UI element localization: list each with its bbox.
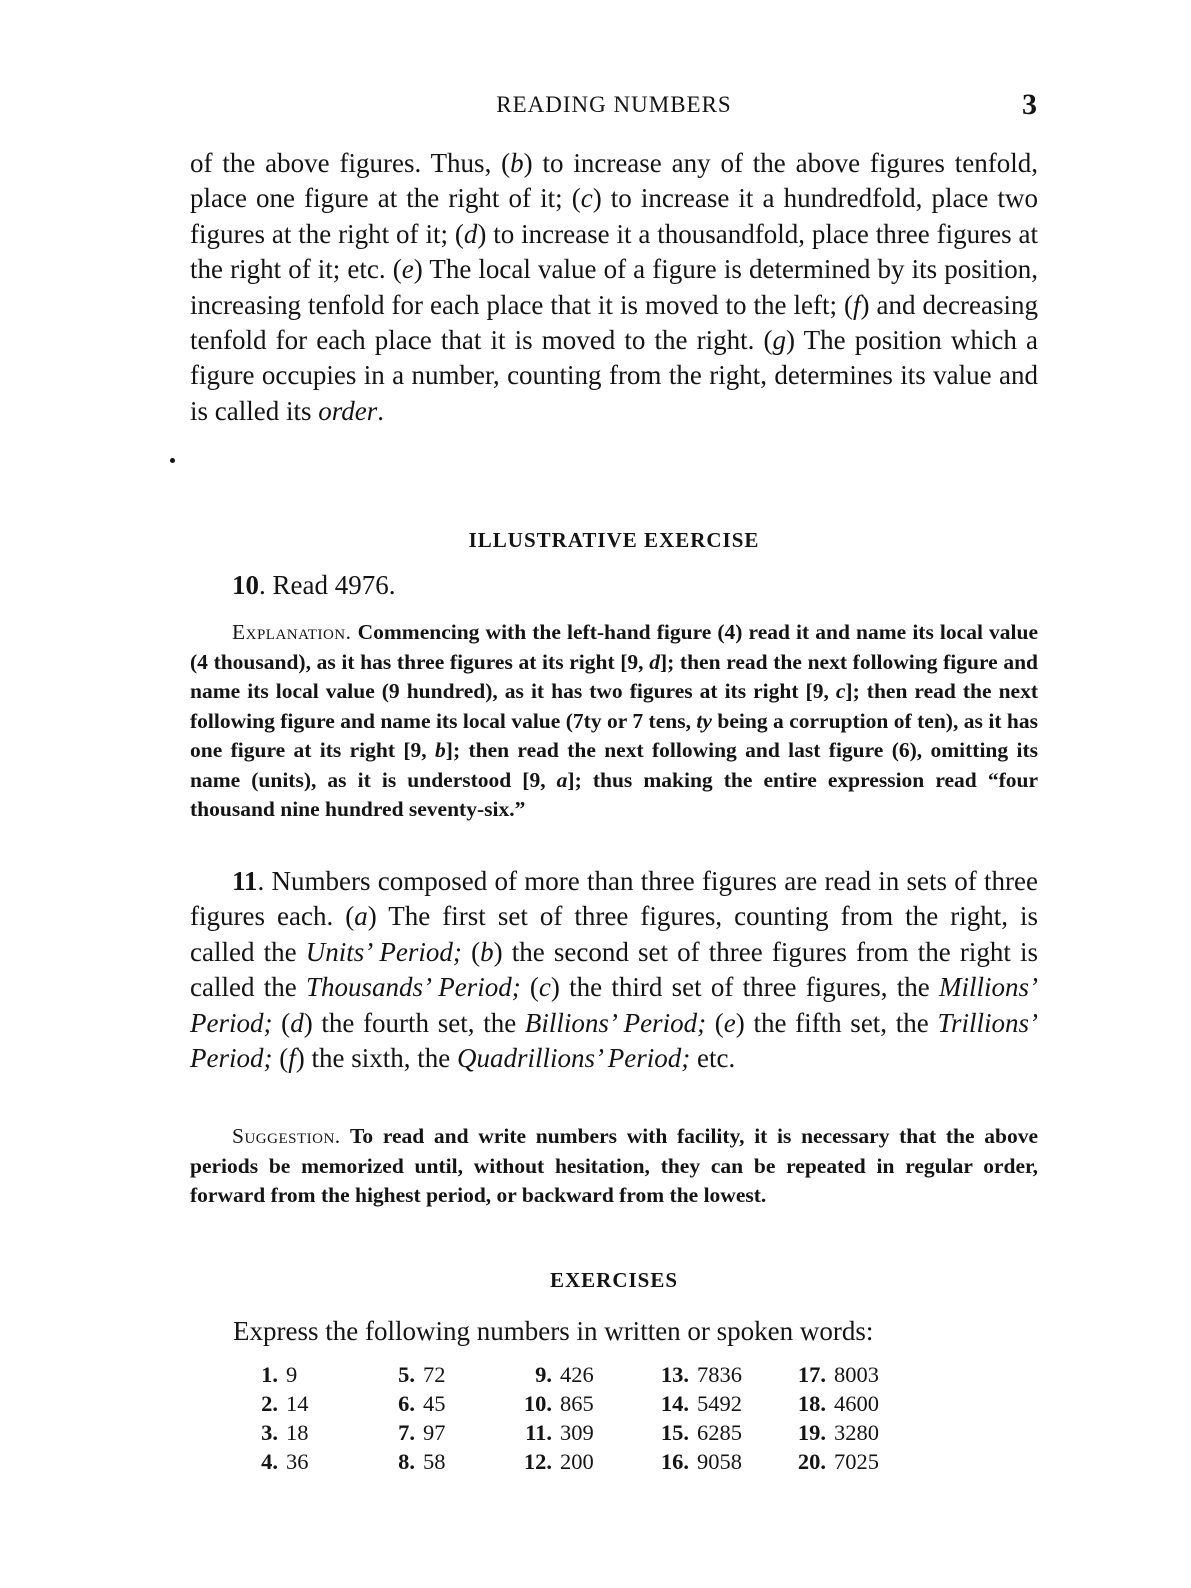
exercise-number: 2. [261, 1390, 278, 1416]
exercise-number: 1. [261, 1361, 278, 1387]
paragraph-continued: of the above figures. Thus, (b) to increase any of the above figures tenfold, place one figure at the right of it; (c) to increase it a hundredfold, place two figures at the right of it; (d) to increase it a thousandfold, place three figures at the right of it; etc. (e) The local value of a figure is determined by its position, increasing tenfold for each place that it is moved to the left; (f) and decreasing tenfold for each place that it is moved to the right. (g) The position which a figure occupies in a number, counting from the right, determines its value and is called its order. [190, 148, 1039, 426]
exercise-number: 12. [523, 1448, 552, 1474]
exercise-row [233, 1360, 879, 1389]
exercise-value: 5492 [697, 1390, 742, 1416]
exercise-value: 865 [560, 1390, 594, 1416]
exercise-number: 10. [523, 1390, 552, 1416]
exercise-number: 20. [797, 1448, 826, 1474]
running-head [190, 88, 1038, 124]
exercise-value: 9 [286, 1361, 298, 1387]
exercise-number: 14. [660, 1390, 689, 1416]
exercises-heading: EXERCISES [549, 1268, 679, 1292]
exercise-value: 45 [423, 1390, 446, 1416]
exercise-number: 9. [535, 1361, 552, 1387]
exercise-number: 18. [797, 1390, 826, 1416]
suggestion-paragraph: Suggestion. To read and write numbers with facility, it is necessary that the above periods be memorized until, without hesitation, they can be repeated in regular order, forward from the highest period, or backward from the lowest. [190, 1124, 1038, 1207]
exercise-number: 17. [797, 1361, 826, 1387]
exercise-number: 19. [797, 1419, 826, 1445]
page-number: 3 [1022, 88, 1038, 121]
exercise-10: 10. Read 4976. [232, 570, 396, 600]
exercise-value: 200 [560, 1448, 594, 1474]
exercise-value: 4600 [834, 1390, 879, 1416]
exercise-value: 58 [423, 1448, 446, 1474]
explanation-paragraph: Explanation. Commencing with the left-hand figure (4) read it and name its local value (4 thousand), as it has three figures at its right [9, d]; then read the next following figure and name its local value (9 hundred), as it has two figures at its right [9, c]; then read the next following figure and name its local value (7ty or 7 tens, ty being a corruption of ten), as it has one figure at its right [9, b]; then read the next following and last figure (6), omitting its name (units), as it is understood [9, a]; thus making the entire expression read “four thousand nine hundred seventy-six.” [190, 620, 1039, 821]
exercise-number: 13. [660, 1361, 689, 1387]
exercise-number: 15. [660, 1419, 689, 1445]
exercise-instruction: Express the following numbers in written or spoken words: [233, 1316, 874, 1346]
exercise-value: 14 [286, 1390, 309, 1416]
exercise-value: 309 [560, 1419, 594, 1445]
print-speck [170, 458, 175, 463]
exercise-row [233, 1418, 879, 1447]
exercise-value: 7836 [697, 1361, 742, 1387]
paragraph-11: 11. Numbers composed of more than three figures are read in sets of three figures each. (a) The first set of three figures, counting from the right, is called the Units’ Period; (b) the second set of three figures from the right is called the Thousands’ Period; (c) the third set of three figures, the Millions’ Period; (d) the fourth set, the Billions’ Period; (e) the fifth set, the Trillions’ Period; (f) the sixth, the Quadrillions’ Period; etc. [190, 866, 1039, 1074]
exercise-value: 36 [286, 1448, 309, 1474]
exercise-value: 97 [423, 1419, 446, 1445]
exercise-value: 6285 [697, 1419, 742, 1445]
exercise-number: 5. [398, 1361, 415, 1387]
running-title: READING NUMBERS [496, 92, 732, 117]
exercise-number: 3. [261, 1419, 278, 1445]
exercise-value: 426 [560, 1361, 594, 1387]
exercise-row [233, 1447, 879, 1476]
exercise-table [233, 1360, 879, 1476]
exercise-number: 11. [525, 1419, 552, 1445]
exercise-value: 72 [423, 1361, 446, 1387]
exercise-value: 3280 [834, 1419, 879, 1445]
exercise-number: 6. [398, 1390, 415, 1416]
exercise-number: 7. [398, 1419, 415, 1445]
exercise-value: 7025 [834, 1448, 879, 1474]
exercise-value: 18 [286, 1419, 309, 1445]
exercise-number: 8. [398, 1448, 415, 1474]
exercise-number: 16. [660, 1448, 689, 1474]
exercise-value: 9058 [697, 1448, 742, 1474]
illustrative-exercise-heading: ILLUSTRATIVE EXERCISE [468, 528, 760, 552]
exercise-row [233, 1389, 879, 1418]
exercise-number: 4. [261, 1448, 278, 1474]
exercise-value: 8003 [834, 1361, 879, 1387]
